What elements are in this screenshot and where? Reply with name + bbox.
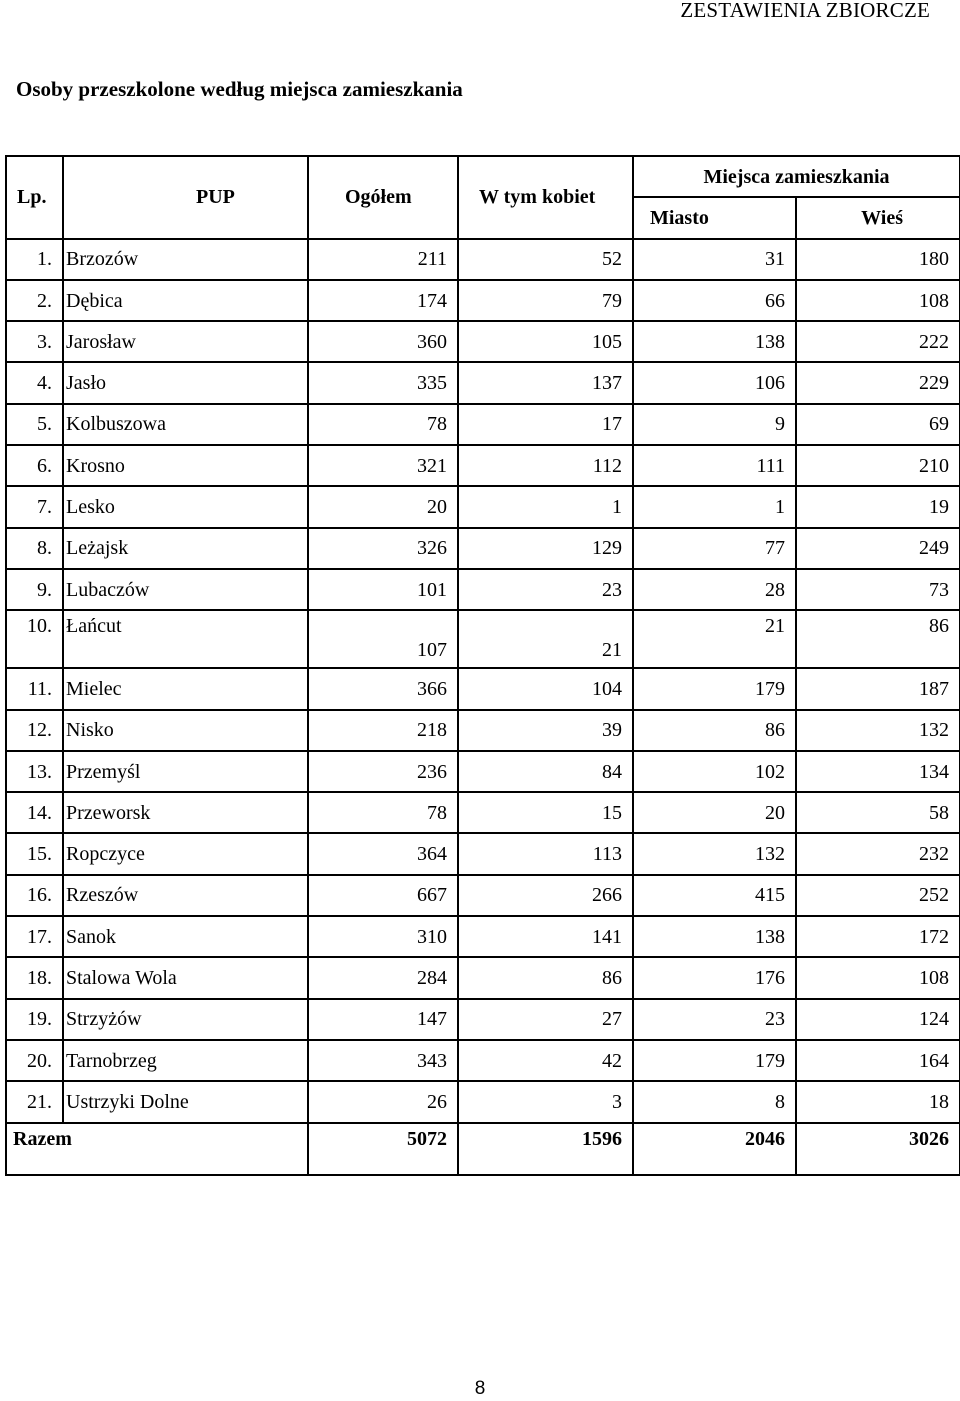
table-row [6, 1081, 960, 1122]
cell-miasto: 138 [633, 321, 796, 362]
table-row [6, 792, 960, 833]
col-header-lp: Lp. [6, 156, 63, 239]
cell-lp: 12. [6, 710, 63, 751]
cell-ogolem: 364 [308, 833, 458, 874]
table-row [6, 751, 960, 792]
total-ogolem: 5072 [308, 1123, 458, 1175]
col-header-wies: Wieś [796, 197, 960, 238]
cell-ogolem: 78 [308, 404, 458, 445]
table-row [6, 362, 960, 403]
cell-wies: 18 [796, 1081, 960, 1122]
col-header-kobiet: W tym kobiet [458, 156, 633, 239]
cell-kobiet: 105 [458, 321, 633, 362]
cell-kobiet: 42 [458, 1040, 633, 1081]
cell-kobiet: 1 [458, 486, 633, 527]
table-row [6, 569, 960, 610]
cell-wies: 229 [796, 362, 960, 403]
cell-lp: 8. [6, 528, 63, 569]
cell-ogolem: 326 [308, 528, 458, 569]
cell-kobiet: 86 [458, 957, 633, 998]
cell-wies: 69 [796, 404, 960, 445]
cell-kobiet: 104 [458, 668, 633, 709]
table-row [6, 280, 960, 321]
cell-miasto: 9 [633, 404, 796, 445]
cell-kobiet: 23 [458, 569, 633, 610]
cell-miasto: 21 [633, 610, 796, 668]
cell-pup: Przemyśl [63, 751, 308, 792]
table-row [6, 486, 960, 527]
table-row [6, 957, 960, 998]
cell-miasto: 8 [633, 1081, 796, 1122]
table-body [6, 239, 960, 1175]
table-row [6, 916, 960, 957]
table-row [6, 610, 960, 668]
cell-wies: 19 [796, 486, 960, 527]
col-header-miejsca: Miejsca zamieszkania [633, 156, 960, 197]
cell-wies: 58 [796, 792, 960, 833]
total-kobiet: 1596 [458, 1123, 633, 1175]
cell-lp: 6. [6, 445, 63, 486]
cell-wies: 164 [796, 1040, 960, 1081]
cell-pup: Kolbuszowa [63, 404, 308, 445]
cell-miasto: 77 [633, 528, 796, 569]
cell-wies: 180 [796, 239, 960, 280]
col-header-pup: PUP [63, 156, 308, 239]
cell-ogolem: 26 [308, 1081, 458, 1122]
table-row [6, 1040, 960, 1081]
cell-kobiet: 21 [458, 610, 633, 668]
section-header: ZESTAWIENIA ZBIORCZE [680, 0, 930, 22]
cell-lp: 5. [6, 404, 63, 445]
cell-lp: 17. [6, 916, 63, 957]
cell-ogolem: 366 [308, 668, 458, 709]
cell-pup: Jasło [63, 362, 308, 403]
cell-ogolem: 211 [308, 239, 458, 280]
cell-ogolem: 335 [308, 362, 458, 403]
cell-wies: 124 [796, 999, 960, 1040]
cell-ogolem: 667 [308, 875, 458, 916]
cell-pup: Leżajsk [63, 528, 308, 569]
cell-ogolem: 20 [308, 486, 458, 527]
cell-miasto: 415 [633, 875, 796, 916]
cell-lp: 7. [6, 486, 63, 527]
table-row [6, 833, 960, 874]
cell-wies: 73 [796, 569, 960, 610]
cell-miasto: 66 [633, 280, 796, 321]
cell-lp: 20. [6, 1040, 63, 1081]
cell-pup: Nisko [63, 710, 308, 751]
cell-pup: Jarosław [63, 321, 308, 362]
cell-lp: 2. [6, 280, 63, 321]
cell-ogolem: 284 [308, 957, 458, 998]
cell-miasto: 31 [633, 239, 796, 280]
cell-ogolem: 310 [308, 916, 458, 957]
cell-pup: Krosno [63, 445, 308, 486]
cell-kobiet: 137 [458, 362, 633, 403]
cell-miasto: 86 [633, 710, 796, 751]
cell-miasto: 23 [633, 999, 796, 1040]
cell-kobiet: 15 [458, 792, 633, 833]
cell-pup: Przeworsk [63, 792, 308, 833]
cell-kobiet: 141 [458, 916, 633, 957]
cell-lp: 4. [6, 362, 63, 403]
cell-pup: Strzyżów [63, 999, 308, 1040]
cell-miasto: 102 [633, 751, 796, 792]
cell-wies: 132 [796, 710, 960, 751]
cell-kobiet: 27 [458, 999, 633, 1040]
col-header-ogolem: Ogółem [308, 156, 458, 239]
cell-wies: 134 [796, 751, 960, 792]
cell-ogolem: 321 [308, 445, 458, 486]
cell-miasto: 138 [633, 916, 796, 957]
cell-pup: Łańcut [63, 610, 308, 668]
cell-miasto: 111 [633, 445, 796, 486]
trainees-table [5, 155, 960, 1176]
cell-wies: 249 [796, 528, 960, 569]
cell-kobiet: 113 [458, 833, 633, 874]
cell-ogolem: 101 [308, 569, 458, 610]
cell-miasto: 106 [633, 362, 796, 403]
table-row [6, 321, 960, 362]
cell-lp: 15. [6, 833, 63, 874]
cell-miasto: 179 [633, 668, 796, 709]
cell-ogolem: 360 [308, 321, 458, 362]
table-row [6, 528, 960, 569]
cell-pup: Sanok [63, 916, 308, 957]
cell-wies: 252 [796, 875, 960, 916]
table-row [6, 875, 960, 916]
cell-pup: Rzeszów [63, 875, 308, 916]
total-wies: 3026 [796, 1123, 960, 1175]
cell-lp: 9. [6, 569, 63, 610]
total-row [6, 1123, 960, 1175]
document-title: Osoby przeszkolone według miejsca zamieszkania [16, 77, 463, 101]
cell-wies: 86 [796, 610, 960, 668]
cell-kobiet: 3 [458, 1081, 633, 1122]
cell-ogolem: 147 [308, 999, 458, 1040]
cell-lp: 21. [6, 1081, 63, 1122]
cell-kobiet: 17 [458, 404, 633, 445]
cell-lp: 19. [6, 999, 63, 1040]
cell-ogolem: 107 [308, 610, 458, 668]
cell-lp: 3. [6, 321, 63, 362]
cell-pup: Ustrzyki Dolne [63, 1081, 308, 1122]
cell-wies: 222 [796, 321, 960, 362]
cell-wies: 108 [796, 280, 960, 321]
cell-ogolem: 218 [308, 710, 458, 751]
cell-lp: 16. [6, 875, 63, 916]
table-row [6, 710, 960, 751]
total-miasto: 2046 [633, 1123, 796, 1175]
cell-lp: 1. [6, 239, 63, 280]
col-header-miasto: Miasto [633, 197, 796, 238]
cell-lp: 18. [6, 957, 63, 998]
cell-miasto: 132 [633, 833, 796, 874]
cell-ogolem: 78 [308, 792, 458, 833]
table-row [6, 668, 960, 709]
total-label: Razem [6, 1123, 308, 1175]
table-row [6, 445, 960, 486]
cell-kobiet: 266 [458, 875, 633, 916]
cell-kobiet: 79 [458, 280, 633, 321]
cell-kobiet: 52 [458, 239, 633, 280]
cell-wies: 210 [796, 445, 960, 486]
cell-miasto: 176 [633, 957, 796, 998]
table-row [6, 999, 960, 1040]
cell-pup: Dębica [63, 280, 308, 321]
cell-lp: 11. [6, 668, 63, 709]
cell-miasto: 179 [633, 1040, 796, 1081]
cell-kobiet: 39 [458, 710, 633, 751]
cell-ogolem: 343 [308, 1040, 458, 1081]
cell-kobiet: 112 [458, 445, 633, 486]
cell-pup: Ropczyce [63, 833, 308, 874]
cell-miasto: 28 [633, 569, 796, 610]
cell-lp: 13. [6, 751, 63, 792]
cell-pup: Tarnobrzeg [63, 1040, 308, 1081]
cell-wies: 108 [796, 957, 960, 998]
table-row [6, 404, 960, 445]
cell-pup: Brzozów [63, 239, 308, 280]
page-number: 8 [474, 1378, 486, 1399]
cell-lp: 14. [6, 792, 63, 833]
cell-wies: 172 [796, 916, 960, 957]
cell-miasto: 1 [633, 486, 796, 527]
cell-pup: Mielec [63, 668, 308, 709]
cell-pup: Lesko [63, 486, 308, 527]
cell-wies: 232 [796, 833, 960, 874]
cell-ogolem: 174 [308, 280, 458, 321]
cell-pup: Lubaczów [63, 569, 308, 610]
cell-wies: 187 [796, 668, 960, 709]
table-row [6, 239, 960, 280]
cell-kobiet: 129 [458, 528, 633, 569]
cell-pup: Stalowa Wola [63, 957, 308, 998]
cell-lp: 10. [6, 610, 63, 668]
cell-ogolem: 236 [308, 751, 458, 792]
cell-miasto: 20 [633, 792, 796, 833]
cell-kobiet: 84 [458, 751, 633, 792]
